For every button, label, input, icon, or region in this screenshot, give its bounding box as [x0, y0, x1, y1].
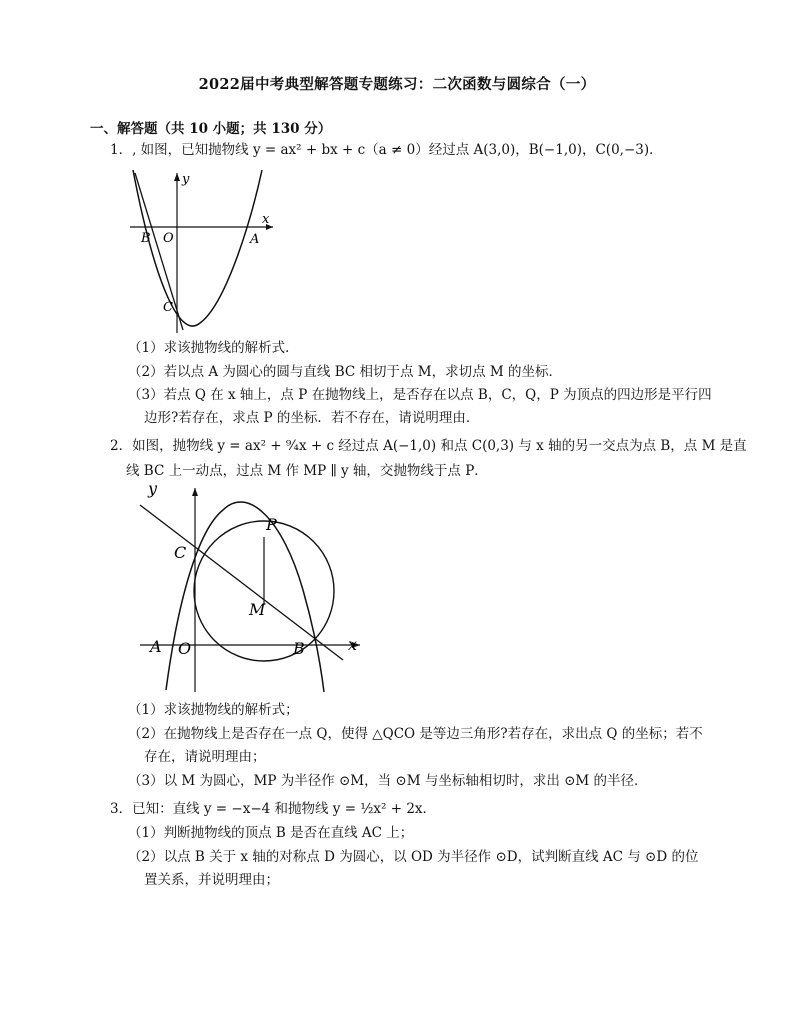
q2-stem-line1: 2．如图，抛物线 y = ax² + ⁹⁄₄x + c 经过点 A(−1,0) 和点 C(0,3) 与 x 轴的另一交点为点 B，点 M 是直 [110, 438, 747, 454]
q2-label-C: C [174, 543, 187, 562]
q2-label-y: y [148, 480, 158, 498]
q1-stem: 1．, 如图，已知抛物线 y = ax² + bx + c（a ≠ 0）经过点 A(3,0)，B(−1,0)，C(0,−3)． [110, 142, 663, 158]
q1-figure [125, 165, 275, 335]
q1-label-B: B [141, 231, 151, 246]
q1-label-y: y [182, 172, 190, 187]
section-heading: 一、解答题（共 10 小题；共 130 分） [90, 121, 332, 137]
q2-label-B: B [293, 639, 305, 658]
q2-part-2-cont: 存在，请说明理由； [144, 749, 266, 765]
q3-part-2-cont: 置关系，并说明理由； [144, 872, 279, 888]
page-title: 2022届中考典型解答题专题练习：二次函数与圆综合（一） [198, 76, 596, 93]
q3-stem: 3．已知：直线 y = −x−4 和抛物线 y = ½x² + 2x． [110, 801, 437, 817]
q3-part-1: （1）判断抛物线的顶点 B 是否在直线 AC 上； [128, 825, 414, 841]
q2-part-1: （1）求该抛物线的解析式； [128, 702, 299, 718]
q2-label-x: x [348, 635, 358, 654]
q1-label-x: x [262, 212, 270, 227]
q1-label-O: O [163, 231, 174, 246]
q2-part-3: （3）以 M 为圆心，MP 为半径作 ⊙M，当 ⊙M 与坐标轴相切时，求出 ⊙M 的半径． [128, 773, 648, 789]
q1-part-3: （3）若点 Q 在 x 轴上，点 P 在抛物线上，是否存在以点 B，C，Q，P 为顶点的四边形是平行四 [128, 387, 712, 403]
q3-part-2: （2）以点 B 关于 x 轴的对称点 D 为圆心，以 OD 为半径作 ⊙D，试判断直线 AC 与 ⊙D 的位 [128, 849, 699, 865]
q1-label-A: A [250, 232, 260, 247]
q1-part-1: （1）求该抛物线的解析式． [128, 340, 299, 356]
q1-part-2: （2）若以点 A 为圆心的圆与直线 BC 相切于点 M，求切点 M 的坐标． [128, 364, 563, 380]
q2-part-2: （2）在抛物线上是否存在一点 Q，使得 △QCO 是等边三角形?若存在，求出点 Q 的坐标；若不 [128, 726, 703, 742]
q2-label-A: A [150, 637, 162, 656]
q2-figure [138, 480, 368, 695]
q2-label-O: O [178, 639, 192, 658]
q2-stem-line2: 线 BC 上一动点，过点 M 作 MP ∥ y 轴，交抛物线于点 P． [126, 463, 488, 479]
q1-label-C: C [163, 300, 173, 315]
q1-part-3-cont: 边形?若存在，求点 P 的坐标．若不存在，请说明理由． [144, 410, 480, 426]
q2-label-P: P [266, 515, 277, 534]
q2-label-M: M [249, 600, 266, 619]
